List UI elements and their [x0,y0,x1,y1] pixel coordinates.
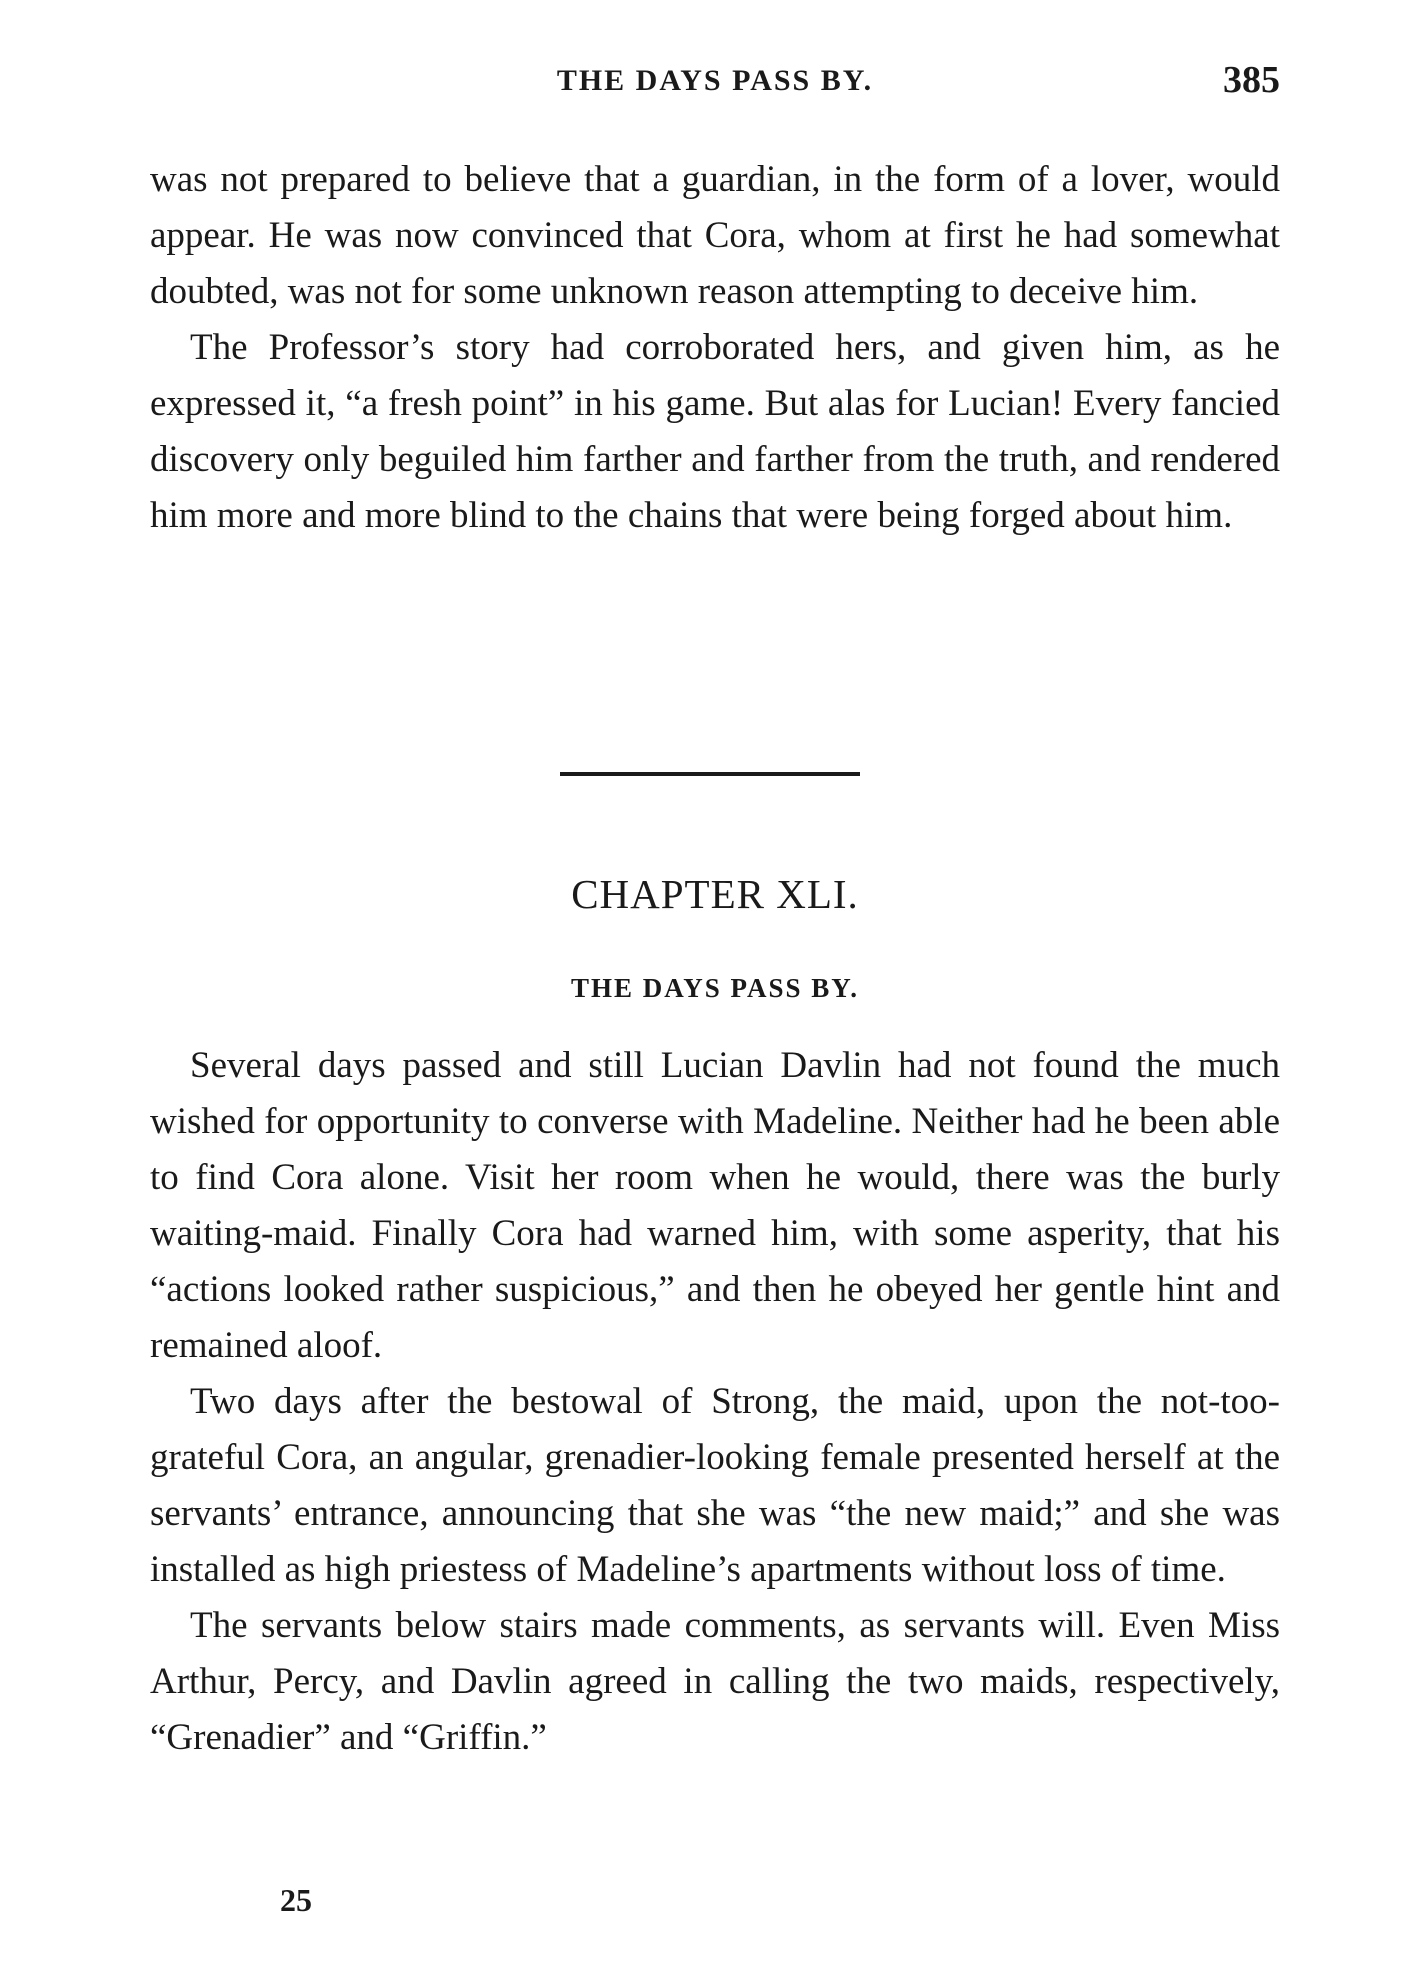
top-text-block [150,152,1280,544]
running-title: THE DAYS PASS BY. [556,64,874,97]
chapter-heading: CHAPTER XLI. [571,871,859,917]
page-number: 385 [1223,59,1280,101]
signature-mark: 25 [280,1882,312,1918]
continued-paragraph: was not prepared to believe that a guardian, in the form of a lover, would appear. He was now convinced that Cora, whom at first he had somewhat doubted, was not for some unknown reason attempting to deceive him. [150,159,1280,312]
running-head [150,58,1280,108]
paragraph: The Professor’s story had corroborated hers, and given him, as he expressed it, “a fresh point” in his game. But alas for Lucian! Every fancied discovery only beguiled him farther and farther from the truth, and rendered him more and more blind to the chains that were being forged about him. [150,327,1280,536]
paragraph: The servants below stairs made comments, as servants will. Even Miss Arthur, Percy, and Davlin agreed in calling the two maids, respectively, “Grenadier” and “Griffin.” [150,1605,1280,1758]
chapter-title: THE DAYS PASS BY. [570,973,860,1003]
chapter-text-block [150,1038,1280,1766]
paragraph: Two days after the bestowal of Strong, the maid, upon the not-too-grateful Cora, an angular, grenadier-looking female presented herself at the servants’ entrance, announcing that she was “the new maid;” and she was installed as high priestess of Madeline’s apartments without loss of time. [150,1381,1280,1590]
section-divider [560,772,860,776]
paragraph: Several days passed and still Lucian Davlin had not found the much wished for opportunity to converse with Madeline. Neither had he been able to find Cora alone. Visit her room when he would, there was the burly waiting-maid. Finally Cora had warned him, with some asperity, that his “actions looked rather suspicious,” and then he obeyed her gentle hint and remained aloof. [150,1045,1280,1366]
